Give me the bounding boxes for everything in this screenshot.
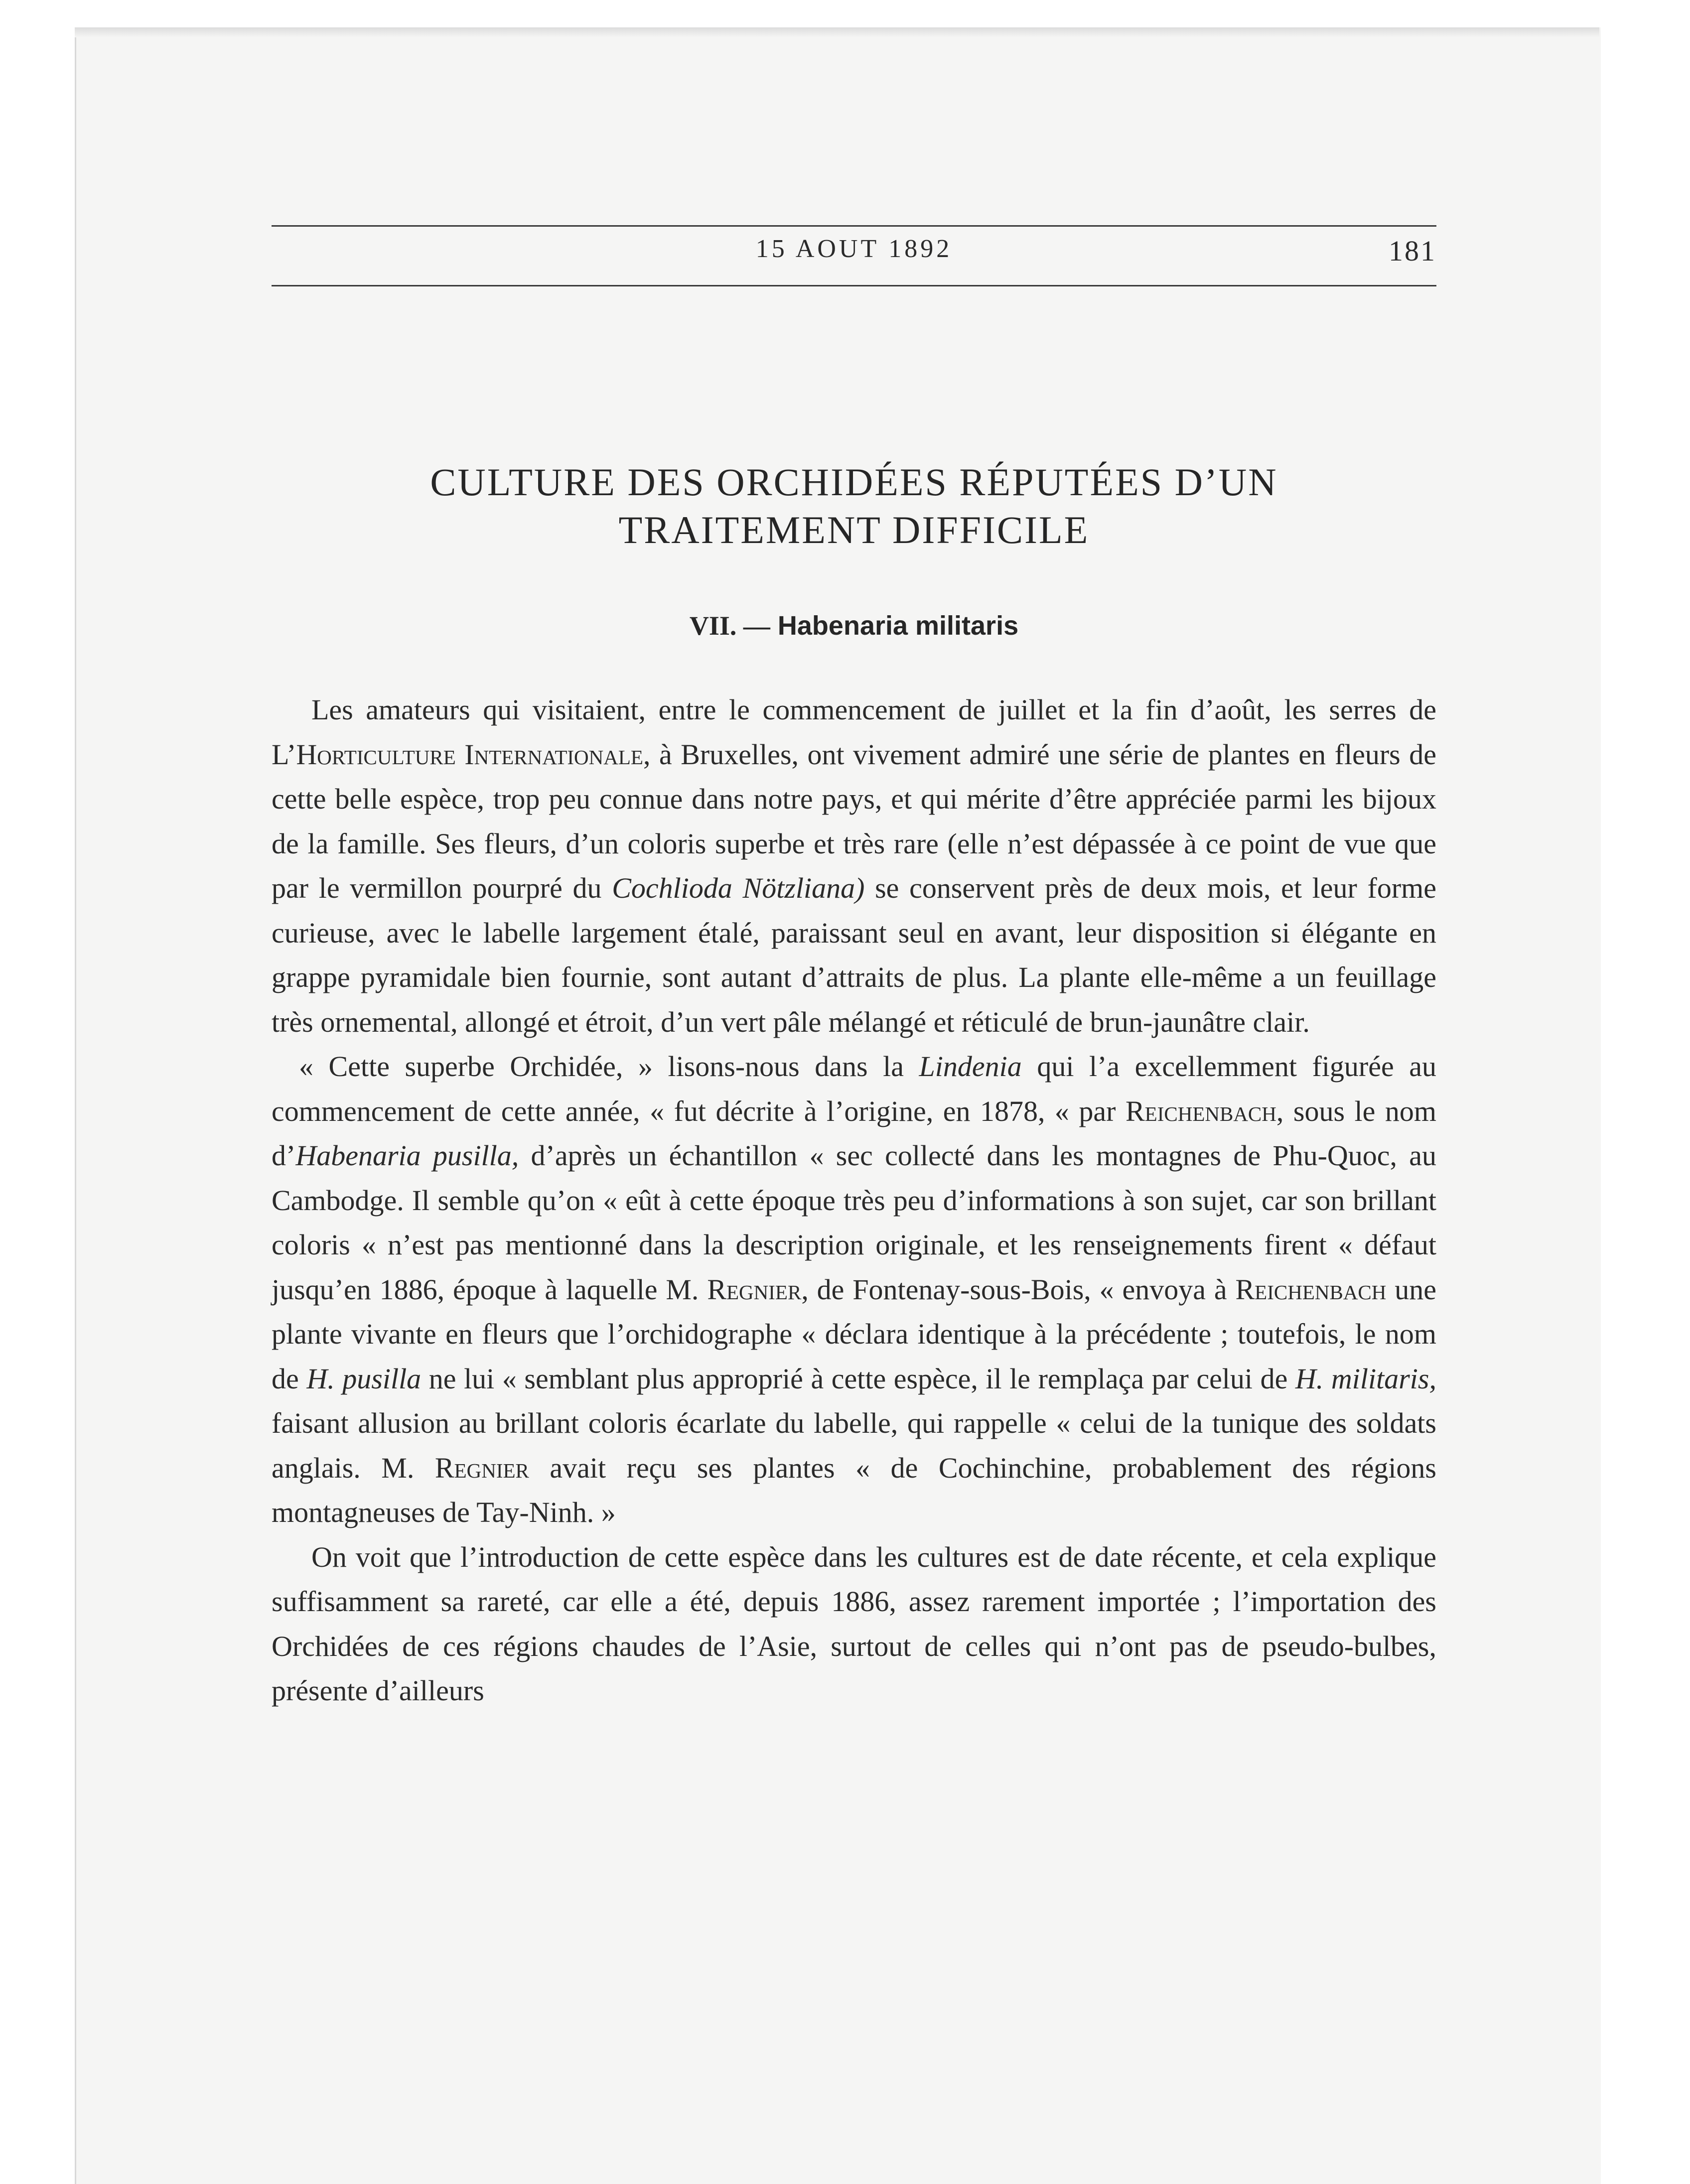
text-run: Les amateurs qui visitaient, entre le commencement de juillet et la fin d’août, les serres de (311, 693, 1436, 726)
species-name: Cochlioda Nötzliana) (612, 872, 865, 904)
text-run: qui l’a excellemment figurée au commencement de cette année, « fut décrite à l’origine, en 1878, « par (272, 1050, 1437, 1127)
page-number: 181 (1389, 235, 1436, 267)
text-run: , sous le nom d’ (272, 1094, 1436, 1172)
text-run: « Cette superbe Orchidée, » lisons-nous dans la (299, 1050, 919, 1083)
person-name: Reichenbach (1235, 1273, 1387, 1306)
header-rule-top (272, 225, 1436, 227)
species-name: H. pusilla (306, 1362, 422, 1395)
species-name: Habenaria pusilla, (295, 1139, 519, 1172)
header-rule-bottom (272, 285, 1436, 286)
text-run: avait reçu ses plantes « de Cochinchine, probablement des régions montagneuses de Tay-Ninh. » (272, 1451, 1437, 1528)
text-run: , à Bruxelles, ont vivement admiré une série de plantes en fleurs de cette belle espèce, trop peu connue dans notre pays, et qui mérite d’être appréciée parmi les bijoux de la famille. Ses fleurs, d’un coloris superbe et très rare (elle n’est dépassée à ce point de vue que par le vermillon pourpré du (272, 738, 1437, 904)
paragraph-2 (272, 1044, 1436, 1535)
paragraph-1 (272, 687, 1436, 1044)
issue-date: 15 AOUT 1892 (755, 235, 953, 263)
text-run: se conservent près de deux mois, et leur forme curieuse, avec le labelle largement étalé, paraissant seul en avant, leur disposition si élégante en grappe pyramidale bien fournie, sont autant d’attraits de plus. La plante elle-même a un feuillage très ornemental, allongé et étroit, d’un vert pâle mélangé et réticulé de brun-jaunâtre clair. (272, 872, 1436, 1038)
publication-name: Lindenia (919, 1050, 1022, 1083)
section-name: Habenaria militaris (777, 611, 1019, 641)
text-run: ne lui « semblant plus approprié à cette espèce, il le remplaça par celui de (421, 1362, 1295, 1395)
article-title (272, 458, 1436, 554)
text-run: faisant allusion au brillant coloris écarlate du labelle, qui rappelle « celui de la tunique des soldats anglais. M. (272, 1407, 1436, 1484)
institution-name: L’Horticulture Internationale (272, 738, 643, 771)
person-name: Reichenbach (1125, 1094, 1276, 1127)
text-run: d’après un échantillon « sec collecté dans les montagnes de Phu-Quoc, au Cambodge. Il semble qu’on « eût à cette époque très peu d’informations à son sujet, car son brillant coloris « n’est pas mentionné dans la description originale, et les renseignements firent « défaut jusqu’en 1886, époque à laquelle M. (272, 1139, 1436, 1306)
paper-edge (75, 27, 1599, 37)
text-run: une plante vivante en fleurs que l’orchidographe « déclara identique à la précédente ; toutefois, le nom de (272, 1273, 1436, 1395)
section-heading (272, 610, 1436, 641)
article-title-line-2: TRAITEMENT DIFFICILE (618, 508, 1090, 551)
text-run: , de Fontenay-sous-Bois, « envoya à (801, 1273, 1236, 1306)
person-name: Regnier (707, 1273, 802, 1306)
article-title-line-1: CULTURE DES ORCHIDÉES RÉPUTÉES D’UN (430, 460, 1278, 504)
section-number: VII. — (689, 611, 770, 641)
paragraph-3: On voit que l’introduction de cette espèce dans les cultures est de date récente, et cela explique suffisamment sa rareté, car elle a été, depuis 1886, assez rarement importée ; l’importation des Orchidées de ces régions chaudes de l’Asie, surtout de celles qui n’ont pas de pseudo-bulbes, présente d’ailleurs (272, 1540, 1436, 1707)
article-body (272, 687, 1436, 1713)
running-head (272, 234, 1436, 274)
species-name: H. militaris, (1295, 1362, 1436, 1395)
person-name: Regnier (434, 1451, 529, 1484)
